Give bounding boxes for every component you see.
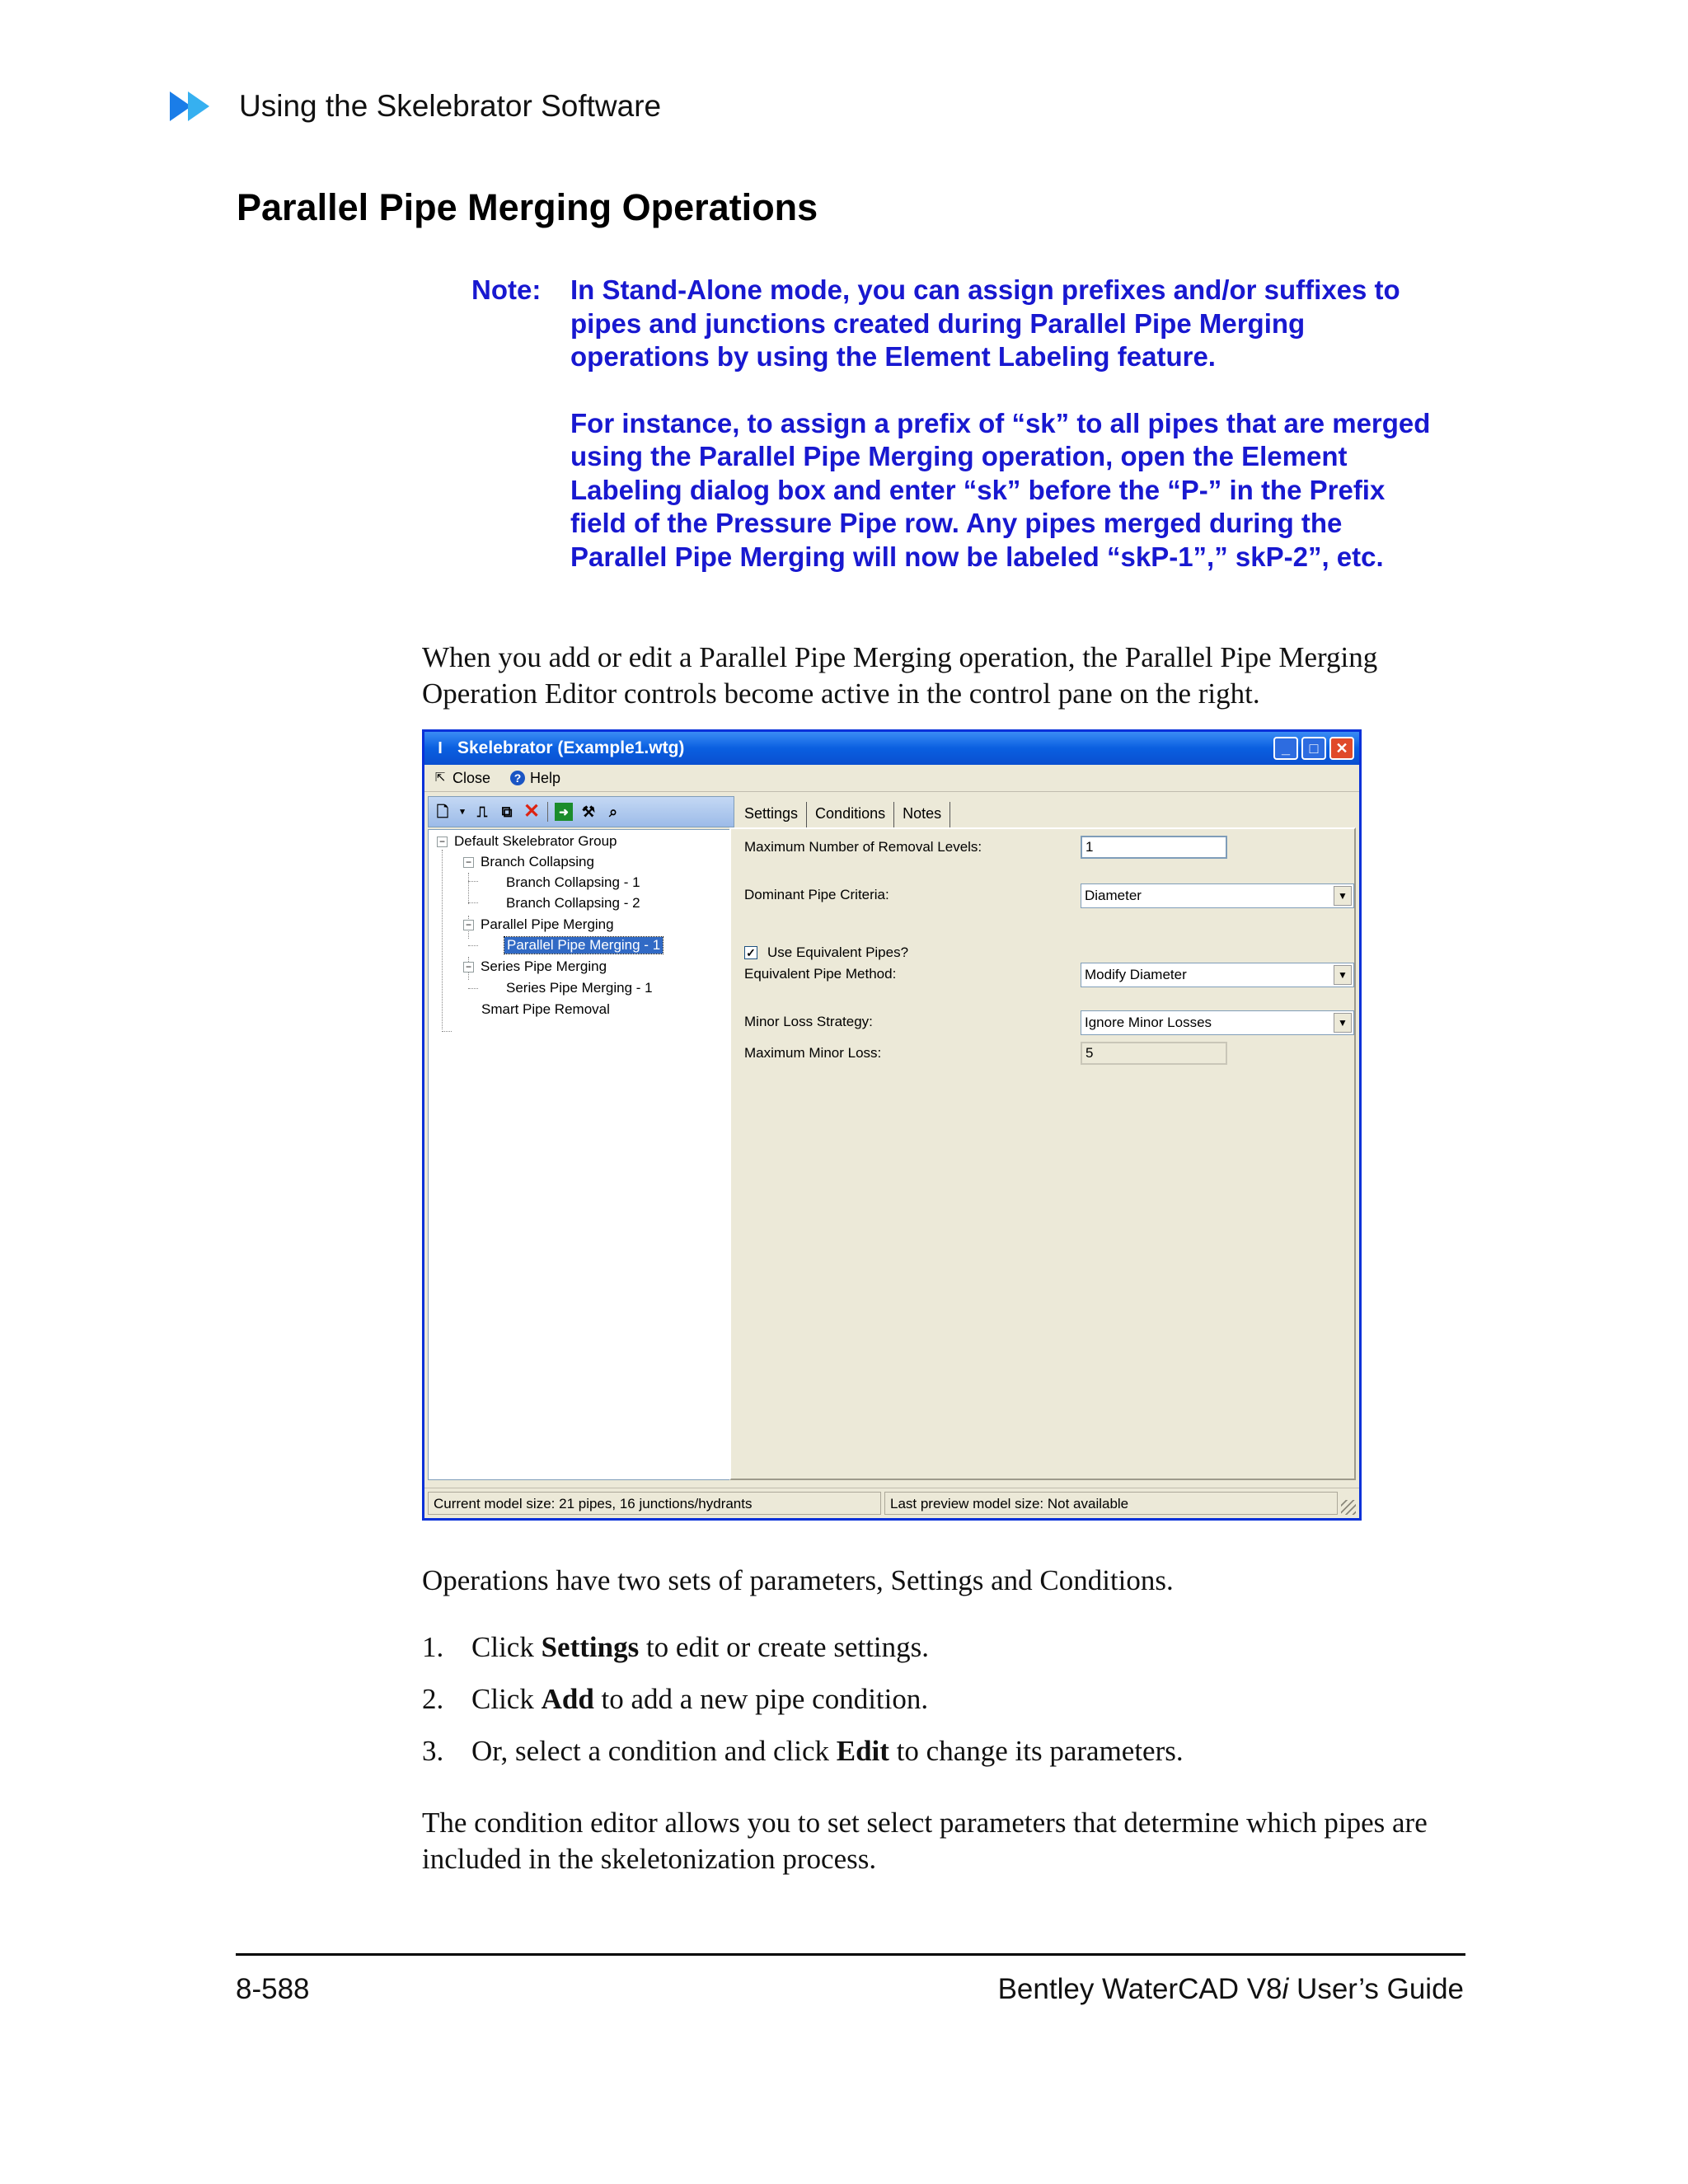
guide-title-text: Bentley WaterCAD V8: [997, 1973, 1282, 2005]
note-paragraph: For instance, to assign a prefix of “sk” to all pipes that are merged using the Parallel Pipe Merging operation, open the Element Labeling dialog box and enter “sk” before the “P-” in the Prefix field of the Pressure Pipe row. Any pipes merged during the Parallel Pipe Merging will now be labeled “skP-1”,” skP-2”, etc.: [570, 407, 1431, 572]
collapse-icon[interactable]: −: [437, 837, 448, 847]
current-model-size: Current model size: 21 pipes, 16 junctions/hydrants: [428, 1492, 881, 1515]
dominant-criteria-label: Dominant Pipe Criteria:: [744, 887, 889, 902]
operations-tree: [428, 829, 734, 1480]
tree-item-smart-pipe-removal[interactable]: [481, 1000, 610, 1019]
tab-settings[interactable]: Settings: [736, 802, 807, 827]
title-bar: [424, 732, 1359, 765]
help-label: Help: [530, 769, 561, 786]
tree-item-parallel-pipe-merging[interactable]: [463, 915, 614, 935]
use-equivalent-label: Use Equivalent Pipes?: [767, 944, 909, 960]
help-icon: ?: [510, 771, 525, 785]
page-number: 8-588: [236, 1973, 310, 2005]
dropdown-arrow-icon[interactable]: ▾: [460, 807, 465, 817]
step-text: to change its parameters.: [889, 1735, 1184, 1767]
tree-toolbar: [428, 796, 734, 827]
list-item: [422, 1683, 1184, 1735]
closing-paragraph: The condition editor allows you to set select parameters that determine which pipes are included in the skeletonization process.: [422, 1807, 1428, 1875]
chevron-down-icon[interactable]: ▼: [1334, 965, 1352, 985]
rename-icon[interactable]: ⎍: [476, 804, 488, 820]
tree-item-branch-collapsing[interactable]: [463, 852, 594, 872]
close-doc-icon: ⇱: [434, 771, 446, 785]
guide-title-italic: i: [1282, 1973, 1289, 2005]
parameters-paragraph: Operations have two sets of parameters, Settings and Conditions.: [422, 1564, 1174, 1596]
max-minor-loss-label: Maximum Minor Loss:: [744, 1045, 882, 1061]
equivalent-method-select[interactable]: [1081, 963, 1354, 987]
tree-item-default-group[interactable]: [437, 832, 617, 851]
tools-icon[interactable]: ⚒: [581, 804, 596, 820]
chevron-down-icon[interactable]: ▼: [1334, 886, 1352, 906]
tree-item-label: Series Pipe Merging: [481, 958, 607, 974]
tree-item-label: Branch Collapsing - 1: [506, 874, 640, 890]
list-item: [422, 1631, 1184, 1683]
collapse-icon[interactable]: −: [463, 920, 474, 930]
step-keyword: Add: [541, 1683, 594, 1715]
tree-item-series-pipe-merging-1[interactable]: [506, 978, 653, 998]
last-preview-size: Last preview model size: Not available: [884, 1492, 1338, 1515]
guide-title-text: User’s Guide: [1288, 1973, 1464, 2005]
step-text: Or, select a condition and click: [471, 1735, 837, 1767]
close-label: Close: [452, 769, 491, 786]
tree-item-label: Parallel Pipe Merging: [481, 916, 614, 932]
dominant-criteria-select[interactable]: [1081, 883, 1354, 908]
settings-panel: [729, 827, 1356, 1480]
minor-loss-strategy-label: Minor Loss Strategy:: [744, 1014, 873, 1029]
equivalent-method-value: Modify Diameter: [1085, 967, 1187, 982]
list-item: [422, 1735, 1184, 1787]
dominant-criteria-value: Diameter: [1085, 888, 1142, 903]
step-text: Click: [471, 1683, 542, 1715]
running-header: [170, 86, 661, 127]
double-arrow-icon: [170, 88, 223, 124]
new-icon[interactable]: 🗋: [436, 804, 449, 820]
steps-list: [422, 1631, 1184, 1787]
tree-item-label: Branch Collapsing - 2: [506, 895, 640, 911]
tree-item-parallel-pipe-merging-1[interactable]: [504, 935, 663, 955]
preview-icon[interactable]: ⌕: [608, 804, 618, 820]
resize-grip-icon[interactable]: [1341, 1500, 1356, 1515]
close-menu-item[interactable]: [433, 770, 490, 787]
editor-pane: [729, 796, 1354, 1480]
tree-item-label-selected: Parallel Pipe Merging - 1: [504, 937, 663, 954]
help-menu-item[interactable]: [510, 770, 560, 787]
menu-bar: [424, 765, 1359, 792]
step-keyword: Edit: [836, 1735, 889, 1767]
equivalent-method-label: Equivalent Pipe Method:: [744, 966, 897, 982]
tree-item-label: Series Pipe Merging - 1: [506, 980, 653, 996]
tree-item-branch-collapsing-1[interactable]: [506, 873, 640, 893]
duplicate-icon[interactable]: ⧉: [501, 804, 513, 820]
footer-rule: [236, 1953, 1465, 1956]
tree-item-series-pipe-merging[interactable]: [463, 957, 607, 977]
section-title: Parallel Pipe Merging Operations: [237, 186, 818, 228]
header-title: Using the Skelebrator Software: [239, 89, 662, 123]
note-paragraph: In Stand-Alone mode, you can assign prefixes and/or suffixes to pipes and junctions created during Parallel Pipe Merging operations by using the Element Labeling feature.: [570, 274, 1400, 372]
window-title: Skelebrator (Example1.wtg): [457, 738, 685, 757]
note-label: Note:: [471, 274, 542, 305]
minor-loss-strategy-select[interactable]: [1081, 1010, 1354, 1035]
tree-item-label: Branch Collapsing: [481, 854, 594, 869]
app-icon: I: [438, 739, 443, 757]
close-window-button[interactable]: ✕: [1329, 737, 1354, 760]
step-number: 2.: [422, 1683, 444, 1715]
step-keyword: Settings: [541, 1631, 640, 1663]
minimize-button[interactable]: _: [1273, 737, 1298, 760]
operations-pane: [428, 796, 734, 1480]
max-minor-loss-input: 5: [1081, 1042, 1227, 1065]
step-text: to edit or create settings.: [639, 1631, 930, 1663]
collapse-icon[interactable]: −: [463, 857, 474, 868]
tab-strip: [729, 796, 1354, 827]
delete-icon[interactable]: ✕: [523, 800, 541, 823]
status-bar: [424, 1488, 1359, 1518]
step-number: 3.: [422, 1735, 444, 1767]
tree-item-label: Smart Pipe Removal: [481, 1001, 610, 1017]
note-body: [570, 274, 1444, 607]
collapse-icon[interactable]: −: [463, 962, 474, 972]
maximize-button[interactable]: □: [1301, 737, 1326, 760]
toolbar-separator: [547, 802, 548, 822]
max-removal-levels-input[interactable]: 1: [1081, 836, 1227, 859]
max-removal-levels-label: Maximum Number of Removal Levels:: [744, 839, 982, 855]
tab-notes[interactable]: Notes: [894, 802, 950, 827]
run-icon[interactable]: ➜: [555, 803, 573, 821]
tree-item-branch-collapsing-2[interactable]: [506, 893, 640, 913]
intro-paragraph: When you add or edit a Parallel Pipe Merging operation, the Parallel Pipe Merging Operation Editor controls become active in the control pane on the right.: [422, 641, 1378, 710]
step-text: Click: [471, 1631, 542, 1663]
step-text: to add a new pipe condition.: [593, 1683, 929, 1715]
chevron-down-icon[interactable]: ▼: [1334, 1013, 1352, 1033]
step-number: 1.: [422, 1631, 444, 1663]
minor-loss-strategy-value: Ignore Minor Losses: [1085, 1015, 1212, 1030]
guide-title: [998, 1973, 1464, 2006]
use-equivalent-checkbox[interactable]: ✓: [744, 946, 757, 959]
skelebrator-window: [422, 729, 1362, 1521]
tree-item-label: Default Skelebrator Group: [454, 833, 617, 849]
tab-conditions[interactable]: Conditions: [807, 802, 894, 827]
